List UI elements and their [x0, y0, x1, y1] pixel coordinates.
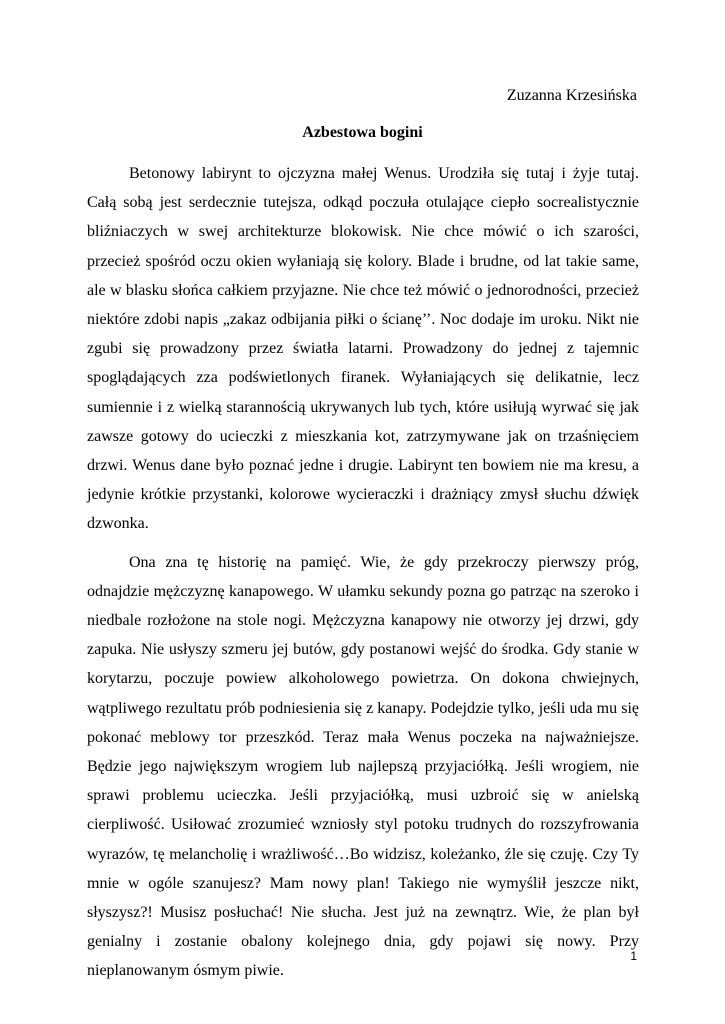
document-body [87, 159, 639, 986]
document-title: Azbestowa bogini [302, 124, 423, 141]
author-name: Zuzanna Krzesińska [506, 87, 637, 104]
paragraph: Betonowy labirynt to ojczyzna małej Wenus. Urodziła się tutaj i żyje tutaj. Całą sobą jest serdecznie tutejsza, odkąd poczuła otulające ciepło socrealistycznie bliźniaczych w swej architekturze blokowisk. Nie chce mówić o ich szarości, przecież spośród oczu okien wyłaniają się kolory. Blade i brudne, od lat takie same, ale w blasku słońca całkiem przyjazne. Nie chce też mówić o jednorodności, przecież niektóre zdobi napis „zakaz odbijania piłki o ścianę’’. Noc dodaje im uroku. Nikt nie zgubi się prowadzony przez światła latarni. Prowadzony do jednej z tajemnic spoglądających zza podświetlonych firanek. Wyłaniających się delikatnie, lecz sumiennie i z wielką starannością ukrywanych lub tych, które usiłują wyrwać się jak zawsze gotowy do ucieczki z mieszkania kot, zatrzymywane jak on trzaśnięciem drzwi. Wenus dane było poznać jedne i drugie. Labirynt ten bowiem nie ma kresu, a jedynie krótkie przystanki, kolorowe wycieraczki i drażniący zmysł słuchu dźwięk dzwonka. [87, 165, 639, 533]
paragraph: Ona zna tę historię na pamięć. Wie, że gdy przekroczy pierwszy próg, odnajdzie mężczyznę kanapowego. W ułamku sekundy pozna go patrząc na szeroko i niedbale rozłożone na stole nogi. Mężczyzna kanapowy nie otworzy jej drzwi, gdy zapuka. Nie usłyszy szmeru jej butów, gdy postanowi wejść do środka. Gdy stanie w korytarzu, poczuje powiew alkoholowego powietrza. On dokona chwiejnych, wątpliwego rezultatu prób podniesienia się z kanapy. Podejdzie tylko, jeśli uda mu się pokonać meblowy tor przeszkód. Teraz mała Wenus poczeka na najważniejsze. Będzie jego największym wrogiem lub najlepszą przyjaciółką. Jeśli wrogiem, nie sprawi problemu ucieczka. Jeśli przyjaciółką, musi uzbroić się w anielską cierpliwość. Usiłować zrozumieć wzniosły styl potoku trudnych do rozszyfrowania wyrazów, tę melancholię i wrażliwość…Bo widzisz, koleżanko, źle się czuję. Czy Ty mnie w ogóle szanujesz? Mam nowy plan! Takiego nie wymyślił jeszcze nikt, słyszysz?! Musisz posłuchać! Nie słucha. Jest już na zewnątrz. Wie, że plan był genialny i zostanie obalony kolejnego dnia, gdy pojawi się nowy. Przy nieplanowanym ósmym piwie. [87, 553, 639, 980]
page-number: 1 [630, 949, 637, 963]
